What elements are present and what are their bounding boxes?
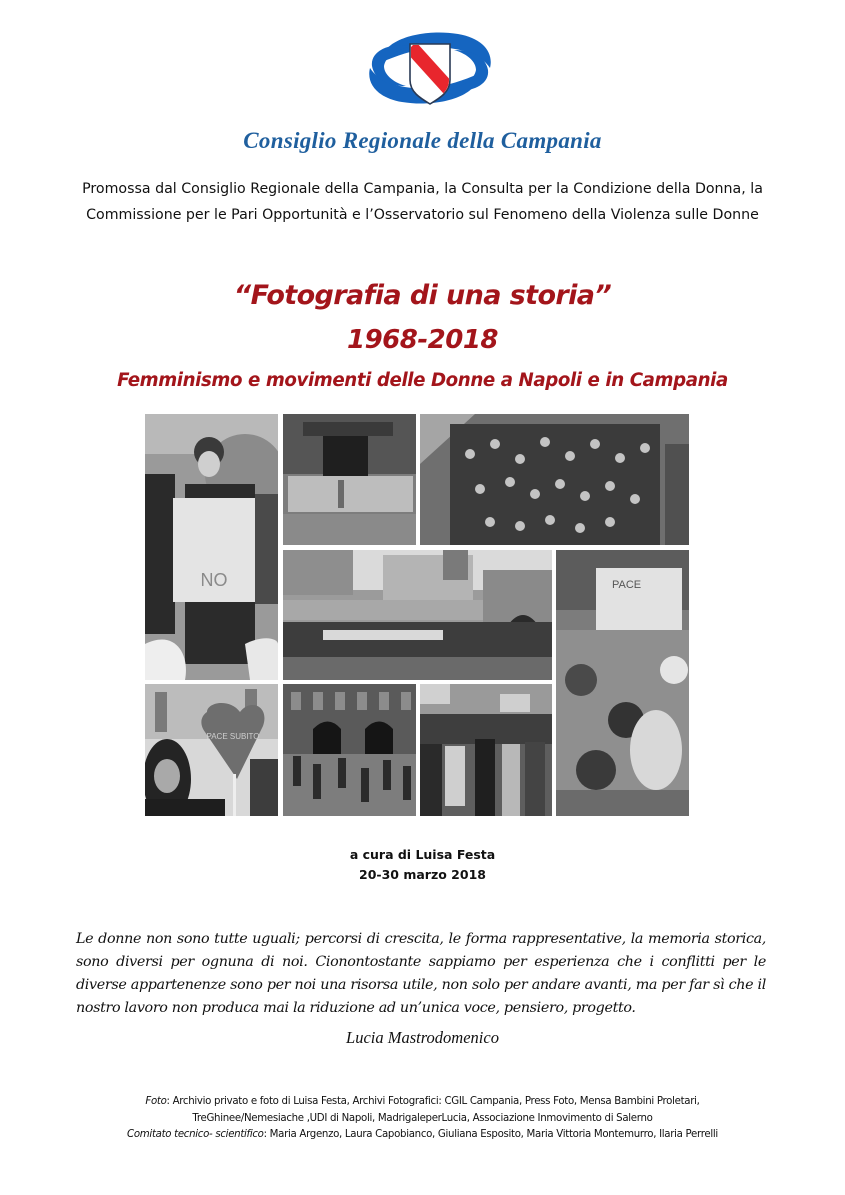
photo-credits-line-1 [0,1094,845,1111]
exhibition-subtitle: Femminismo e movimenti delle Donne a Napoli e in Campania [117,370,728,391]
photo-pace-sign-crowd [556,550,689,816]
sign-text-pace-subito: PACE SUBITO [206,732,260,741]
photo-credits-line-2: TreGhinee/Nemesiache ,UDI di Napoli, MadrigaleperLucia, Associazione Inmovimento di Salerno [192,1112,653,1124]
photo-kiosk-street [283,414,416,545]
sign-text-pace: PACE [612,579,642,591]
exhibition-dates: 20-30 marzo 2018 [359,867,486,882]
credits-block [0,1094,845,1144]
promoters-text [0,176,845,228]
photo-crowd-group [420,414,689,545]
curator-block [0,845,845,885]
committee-text: : Maria Argenzo, Laura Capobianco, Giuliana Esposito, Maria Vittoria Montemurro, Ilaria Perrelli [263,1129,718,1140]
foto-text-1: : Archivio privato e foto di Luisa Festa, Archivi Fotografici: CGIL Campania, Press Foto, Mensa Bambini Proletari, [166,1096,700,1107]
photo-march-piazza [283,550,552,680]
exhibition-title: “Fotografia di una storia” [233,280,612,311]
quote-text: Le donne non sono tutte uguali; percorsi di crescita, le forma rappresentative, la memoria storica, sono diversi per ognuna di noi. Cionontostante sappiamo per esperienza che i conflitti per le diverse appartenenze sono per noi una risorsa utile, non solo per andare avanti, ma per far sì che il nostro lavoro non produca mai la riduzione ad un’unica voce, pensiero, progetto. [76,931,766,1016]
org-name: Consiglio Regionale della Campania [243,128,602,153]
curator-name: a cura di Luisa Festa [349,847,496,862]
photo-palace-crowd [283,684,416,816]
quote-author: Lucia Mastrodomenico [346,1028,499,1047]
photo-pace-heart-sign [145,684,278,816]
committee-line [0,1127,845,1144]
promoters-line-1: Promossa dal Consiglio Regionale della Campania, la Consulta per la Condizione della Donna, la [82,181,763,197]
exhibition-years: 1968-2018 [346,325,499,355]
photo-women-march [420,684,552,816]
campania-logo-icon [362,22,498,114]
photo-woman-with-sign [145,414,278,680]
promoters-line-2: Commissione per le Pari Opportunità e l’Osservatorio sul Fenomeno della Violenza sulle Donne [86,207,759,223]
committee-label: Comitato tecnico- scientifico [127,1129,264,1140]
sign-text-no: NO [200,570,228,590]
foto-label: Foto [145,1096,167,1107]
